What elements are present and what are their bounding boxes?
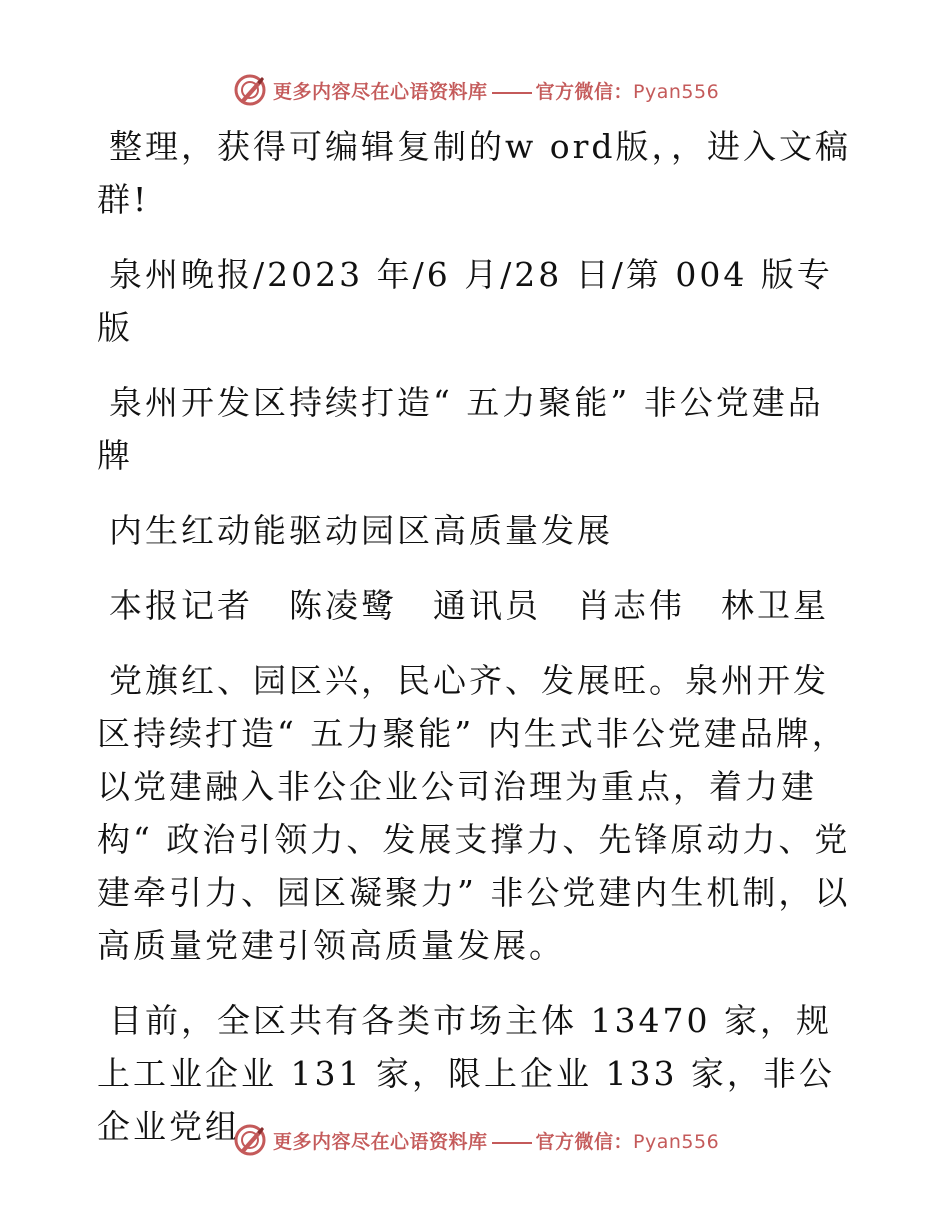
paragraph-lead: 党旗红、园区兴，民心齐、发展旺。泉州开发区持续打造“ 五力聚能” 内生式非公党建品牌，以党建融入非公企业公司治理为重点，着力建构“ 政治引领力、发展支撑力、先锋原动力、党建牵引力、园区凝聚力” 非公党建内生机制，以高质量党建引领高质量发展。	[97, 661, 851, 965]
byline: 本报记者 陈凌鹭 通讯员 肖志伟 林卫星	[109, 586, 829, 625]
subheadline: 内生红动能驱动园区高质量发展	[109, 511, 613, 550]
watermark-header	[233, 72, 753, 108]
watermark-id: Pyan556	[633, 80, 720, 103]
watermark-suffix: 官方微信：	[535, 1130, 634, 1153]
paragraph-intro: 整理，获得可编辑复制的w ord版，，进入文稿群!	[97, 127, 852, 219]
headline: 泉州开发区持续打造“ 五力聚能” 非公党建品牌	[97, 383, 824, 475]
watermark-dash	[492, 92, 532, 94]
watermark-text	[273, 77, 719, 104]
paragraph-stats: 目前，全区共有各类市场主体 13470 家，规上工业企业 131 家，限上企业 133 家，非公企业党组	[97, 1001, 835, 1146]
watermark-dash	[492, 1142, 532, 1144]
watermark-footer	[233, 1122, 753, 1158]
pen-logo-icon	[233, 73, 267, 107]
pen-logo-icon	[233, 1123, 267, 1157]
watermark-brand: 更多内容尽在心语资料库	[273, 80, 488, 103]
watermark-text	[273, 1127, 719, 1154]
paragraph-source: 泉州晚报/2023 年/6 月/28 日/第 004 版专版	[97, 255, 833, 347]
watermark-id: Pyan556	[633, 1130, 720, 1153]
watermark-brand: 更多内容尽在心语资料库	[273, 1130, 488, 1153]
document-body	[97, 120, 857, 1153]
watermark-suffix: 官方微信：	[535, 80, 634, 103]
